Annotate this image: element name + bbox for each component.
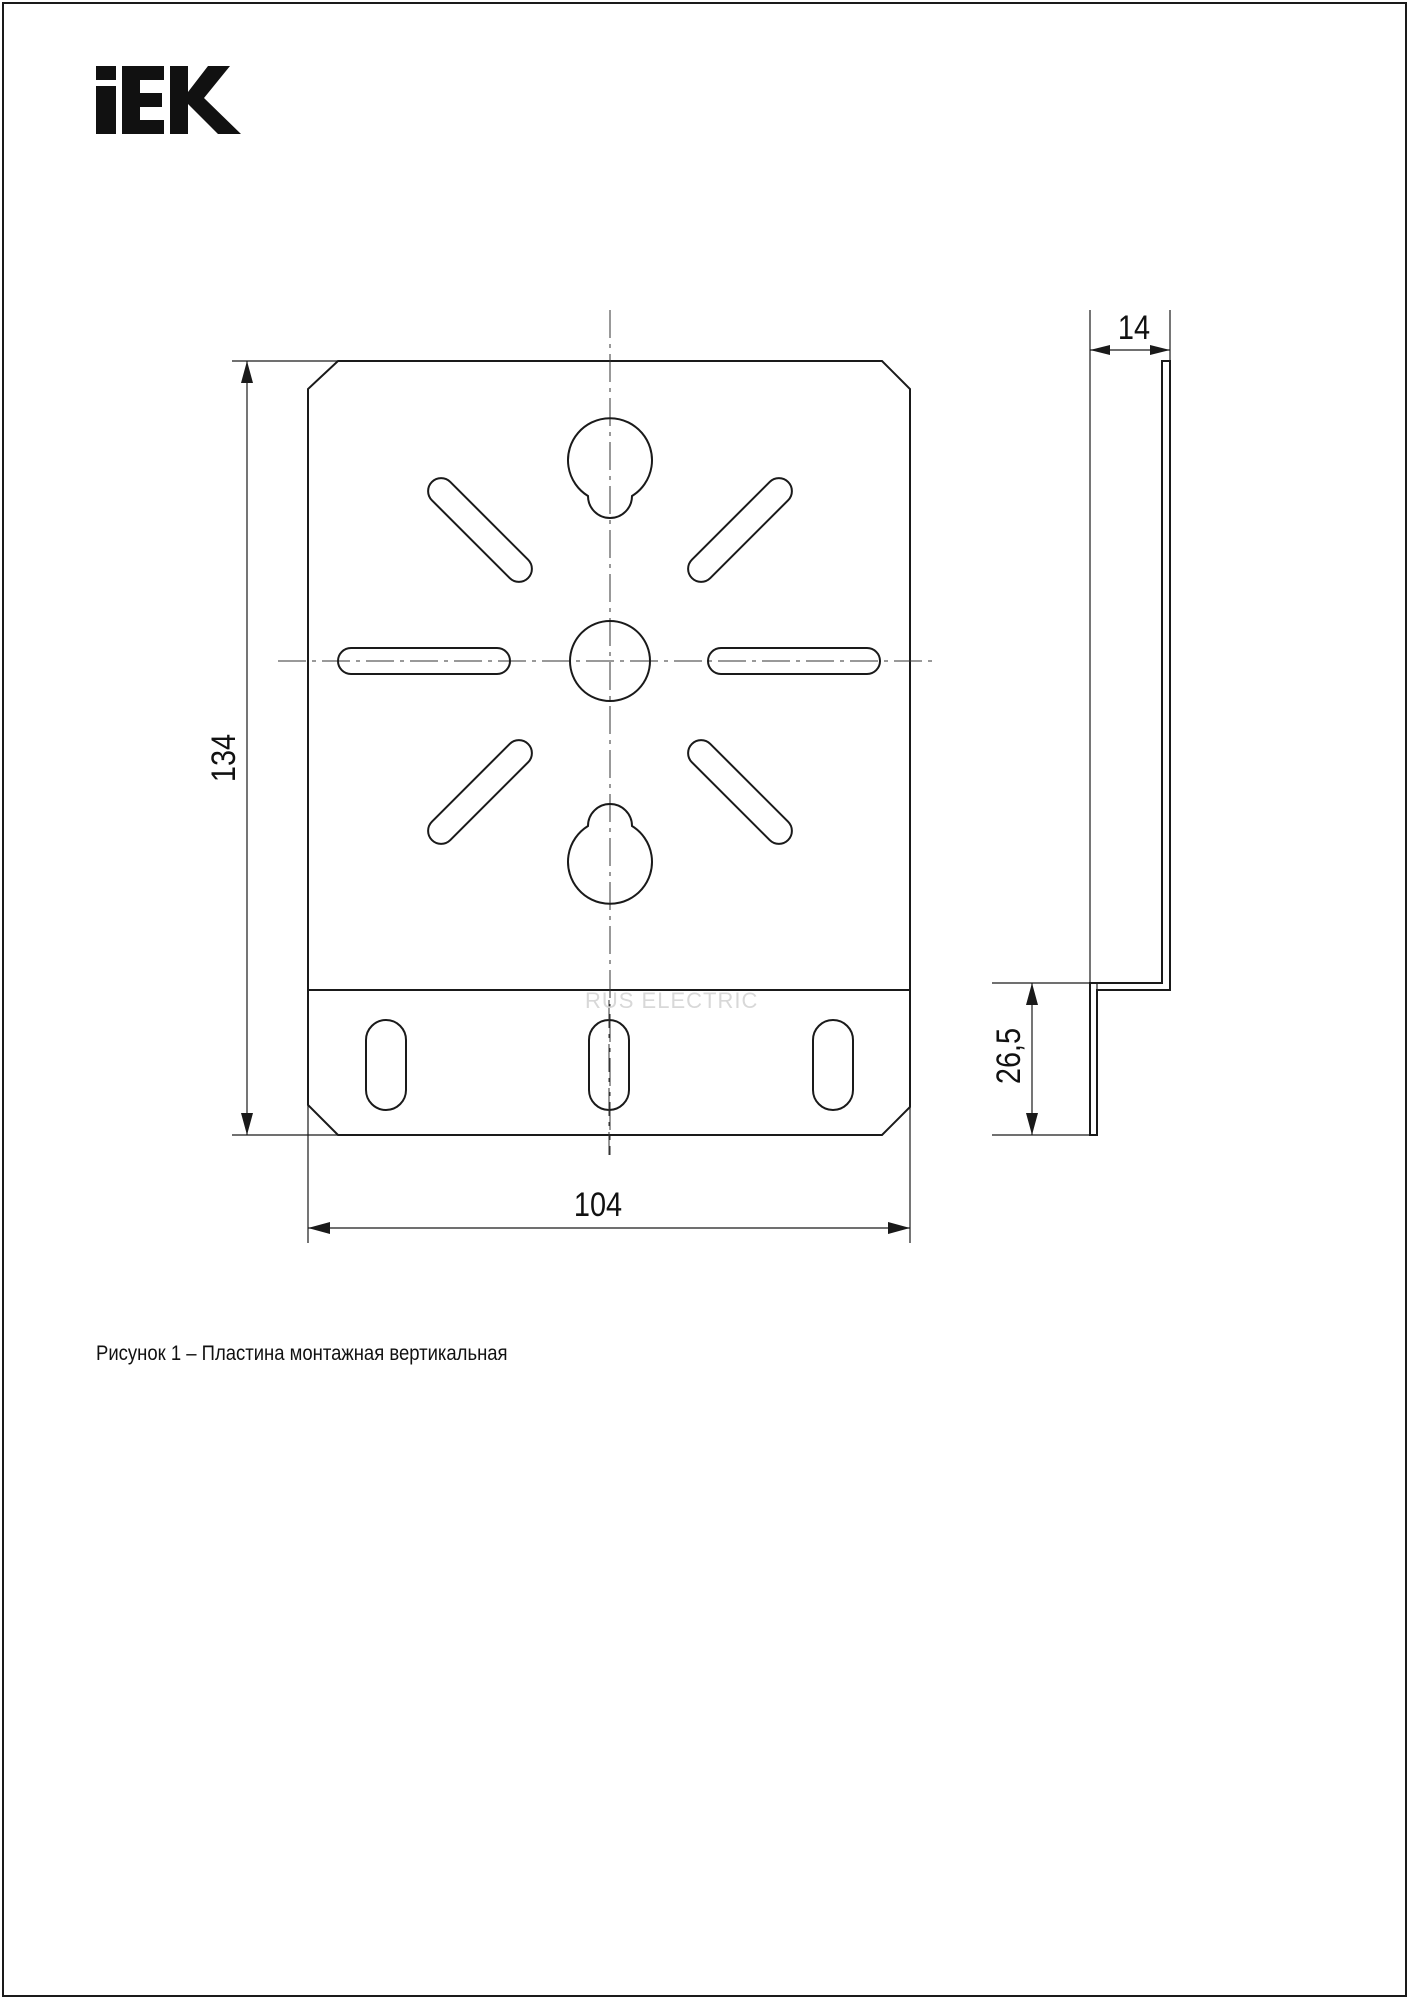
dimension-width: [308, 1100, 910, 1243]
dimension-depth: [1090, 308, 1170, 983]
watermark: RUS ELECTRIC: [585, 988, 759, 1013]
dimension-width-label: 104: [573, 1184, 623, 1224]
dimension-height: [204, 361, 338, 1135]
dimension-lower-height-label: 26,5: [988, 1027, 1028, 1085]
dimension-depth-label: 14: [1117, 307, 1151, 347]
slot-diag-top-right: [683, 473, 798, 588]
slot-vertical-right: [813, 1020, 853, 1110]
slot-diag-bottom-right: [683, 735, 798, 850]
dimension-lower-height: [989, 983, 1090, 1135]
slot-vertical-left: [366, 1020, 406, 1110]
slot-diag-bottom-left: [423, 735, 538, 850]
slot-diag-top-left: [423, 473, 538, 588]
center-lines: [278, 310, 935, 1155]
dimension-height-label: 134: [203, 733, 243, 783]
figure-caption: Рисунок 1 – Пластина монтажная вертикальная: [96, 1342, 508, 1365]
plate-side-view: [1090, 361, 1170, 1135]
